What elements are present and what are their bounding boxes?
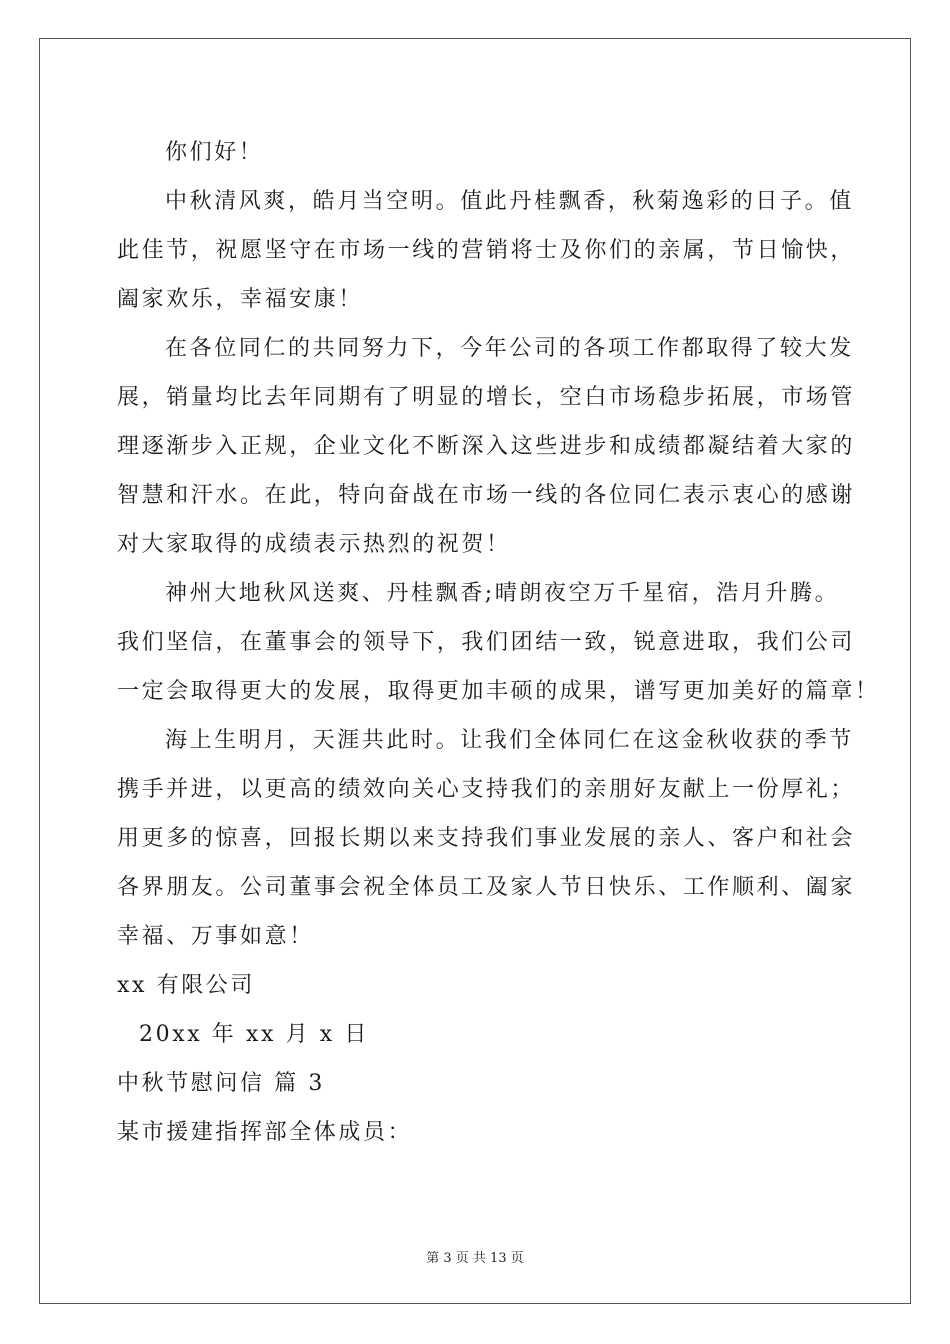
paragraph-line: 此佳节，祝愿坚守在市场一线的营销将士及你们的亲属，节日愉快， — [117, 238, 856, 263]
letter-date: 20xx 年 xx 月 x 日 — [139, 1022, 369, 1047]
section-title: 中秋节慰问信 篇 3 — [117, 1071, 325, 1096]
paragraph-line: 海上生明月，天涯共此时。让我们全体同仁在这金秋收获的季节 — [165, 728, 854, 753]
company-signature: xx 有限公司 — [117, 973, 256, 998]
paragraph-line: 我们坚信，在董事会的领导下，我们团结一致，锐意进取，我们公司 — [117, 630, 856, 655]
paragraph-line: 展，销量均比去年同期有了明显的增长，空白市场稳步拓展，市场管 — [117, 385, 856, 410]
paragraph-line: 各界朋友。公司董事会祝全体员工及家人节日快乐、工作顺利、阖家 — [117, 875, 856, 900]
paragraph-line: 一定会取得更大的发展，取得更加丰硕的成果，谱写更加美好的篇章！ — [117, 679, 880, 704]
paragraph-line: 智慧和汗水。在此，特向奋战在市场一线的各位同仁表示衷心的感谢 — [117, 483, 856, 508]
paragraph-line: 幸福、万事如意！ — [117, 924, 314, 949]
greeting: 你们好！ — [165, 140, 264, 165]
paragraph-line: 用更多的惊喜，回报长期以来支持我们事业发展的亲人、客户和社会 — [117, 826, 856, 851]
paragraph-line: 理逐渐步入正规，企业文化不断深入这些进步和成绩都凝结着大家的 — [117, 434, 856, 459]
paragraph-line: 对大家取得的成绩表示热烈的祝贺！ — [117, 532, 511, 557]
paragraph-line: 在各位同仁的共同努力下，今年公司的各项工作都取得了较大发 — [165, 336, 854, 361]
document-body — [117, 128, 880, 1157]
page-number-footer: 第 3 页 共 13 页 — [426, 1251, 524, 1266]
paragraph-line: 携手并进，以更高的绩效向关心支持我们的亲朋好友献上一份厚礼； — [117, 777, 856, 802]
paragraph-line: 中秋清风爽，皓月当空明。值此丹桂飘香，秋菊逸彩的日子。值 — [165, 189, 854, 214]
paragraph-line: 神州大地秋风送爽、丹桂飘香;晴朗夜空万千星宿，浩月升腾。 — [165, 581, 840, 606]
section-salutation: 某市援建指挥部全体成员： — [117, 1120, 413, 1145]
paragraph-line: 阖家欢乐，幸福安康！ — [117, 287, 364, 312]
